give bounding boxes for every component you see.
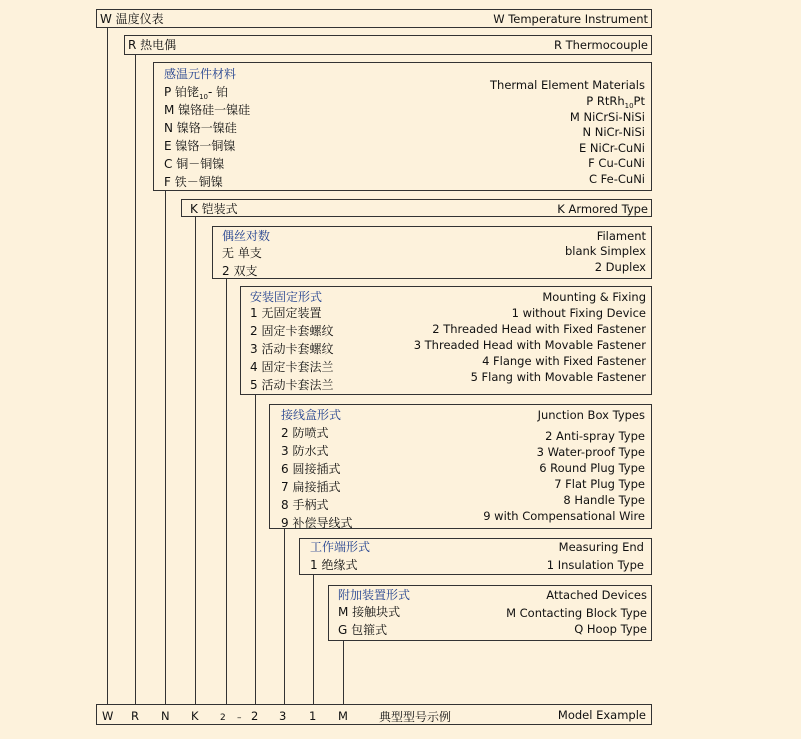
- connector-line: [313, 575, 314, 705]
- model-code: N: [161, 709, 170, 723]
- section-title-cn: 工作端形式: [310, 540, 371, 554]
- option-en: 3 Threaded Head with Movable Fastener: [413, 338, 646, 352]
- connector-line: [226, 279, 227, 705]
- model-example-label-en: Model Example: [557, 708, 646, 722]
- option-cn-tail: - 铂: [207, 85, 229, 99]
- option-cn: 4 固定卡套法兰: [250, 360, 334, 374]
- option-cn: F 铁－铜镍: [164, 175, 223, 189]
- option-en: 7 Flat Plug Type: [554, 477, 645, 491]
- option-cn: 7 扁接插式: [281, 480, 341, 494]
- option-en: 1 Insulation Type: [546, 558, 644, 572]
- option-cn: G 包箍式: [338, 623, 388, 637]
- option-cn: M 接触块式: [338, 605, 401, 619]
- option-cn: N 镍铬一镍硅: [164, 121, 237, 135]
- option-en: blank Simplex: [564, 244, 646, 258]
- section-title-en: Measuring End: [558, 540, 644, 554]
- option-en: 2 Anti-spray Type: [545, 429, 645, 443]
- section-title-cn: 接线盒形式: [281, 408, 342, 422]
- section-title-cn: 偶丝对数: [222, 229, 271, 243]
- model-example-label-cn: 典型型号示例: [379, 710, 452, 724]
- section-title-cn: 感温元件材料: [164, 67, 237, 81]
- section-title-en: Junction Box Types: [537, 408, 645, 422]
- option-cn: 2 防喷式: [281, 426, 329, 440]
- option-en: E NiCr-CuNi: [578, 140, 645, 155]
- connector-line: [107, 28, 108, 705]
- option-cn: 2 双支: [222, 264, 258, 278]
- option-en: C Fe-CuNi: [588, 171, 645, 186]
- section-title-cn: 附加装置形式: [338, 588, 411, 602]
- option-en: 2 Threaded Head with Fixed Fastener: [432, 322, 646, 336]
- section-title-en: Mounting & Fixing: [542, 290, 646, 304]
- option-cn: M 镍铬硅一镍硅: [164, 103, 251, 117]
- section-title-cn: 安装固定形式: [250, 290, 323, 304]
- model-code: R: [131, 709, 139, 723]
- option-en: F Cu-CuNi: [588, 156, 645, 170]
- model-code: K: [191, 709, 199, 723]
- option-en: M Contacting Block Type: [506, 606, 647, 620]
- subscript: 10: [624, 102, 634, 110]
- option-cn: [164, 85, 228, 101]
- option-cn: C 铜－铜镍: [164, 157, 225, 171]
- option-cn: 1 无固定装置: [250, 306, 322, 320]
- option-en-tail: Pt: [633, 94, 645, 108]
- option-en: [586, 94, 645, 110]
- option-cn-text: P 铂铑: [164, 85, 200, 99]
- section-title-en: K Armored Type: [557, 202, 648, 216]
- connector-line: [343, 641, 344, 705]
- option-en: 6 Round Plug Type: [539, 461, 645, 475]
- option-en: 8 Handle Type: [563, 493, 645, 507]
- option-cn: 5 活动卡套法兰: [250, 378, 334, 392]
- connector-line: [255, 395, 256, 705]
- model-code: 2: [220, 713, 226, 723]
- option-en: 1 without Fixing Device: [511, 306, 646, 320]
- subscript: 10: [199, 93, 208, 101]
- section-title-en: Filament: [596, 229, 646, 243]
- model-code: W: [102, 709, 114, 723]
- section-title-cn: K 铠装式: [190, 202, 238, 216]
- model-code: 1: [309, 709, 317, 723]
- option-cn: 9 补偿导线式: [281, 516, 353, 530]
- model-code: 3: [279, 709, 287, 723]
- option-cn: 8 手柄式: [281, 498, 329, 512]
- connector-line: [165, 191, 166, 705]
- option-cn: 无 单支: [222, 246, 262, 260]
- model-code: 2: [251, 709, 259, 723]
- option-cn: 1 绝缘式: [310, 558, 358, 572]
- option-en-text: P RtRh: [586, 94, 625, 108]
- section-title-cn: W 温度仪表: [100, 12, 164, 26]
- option-cn: E 镍铬一铜镍: [164, 139, 236, 153]
- option-cn: 6 圆接插式: [281, 462, 341, 476]
- option-en: N NiCr-NiSi: [582, 125, 645, 139]
- option-cn: 2 固定卡套螺纹: [250, 324, 334, 338]
- connector-line: [284, 529, 285, 705]
- connector-line: [135, 55, 136, 705]
- section-title-en: Thermal Element Materials: [490, 78, 645, 92]
- option-en: 5 Flang with Movable Fastener: [470, 370, 646, 384]
- option-en: 4 Flange with Fixed Fastener: [482, 354, 646, 368]
- option-en: Q Hoop Type: [574, 622, 647, 636]
- model-code: –: [237, 713, 242, 723]
- section-title-cn: R 热电偶: [128, 38, 177, 52]
- connector-line: [195, 217, 196, 705]
- option-cn: 3 活动卡套螺纹: [250, 342, 334, 356]
- option-en: 2 Duplex: [594, 260, 646, 274]
- model-code: M: [338, 709, 348, 723]
- option-en: 3 Water-proof Type: [536, 445, 645, 459]
- option-cn: 3 防水式: [281, 444, 329, 458]
- section-title-en: Attached Devices: [546, 588, 647, 602]
- option-en: 9 with Compensational Wire: [483, 509, 645, 523]
- section-title-en: W Temperature Instrument: [493, 12, 648, 26]
- section-title-en: R Thermocouple: [553, 38, 648, 52]
- option-en: M NiCrSi-NiSi: [569, 109, 645, 124]
